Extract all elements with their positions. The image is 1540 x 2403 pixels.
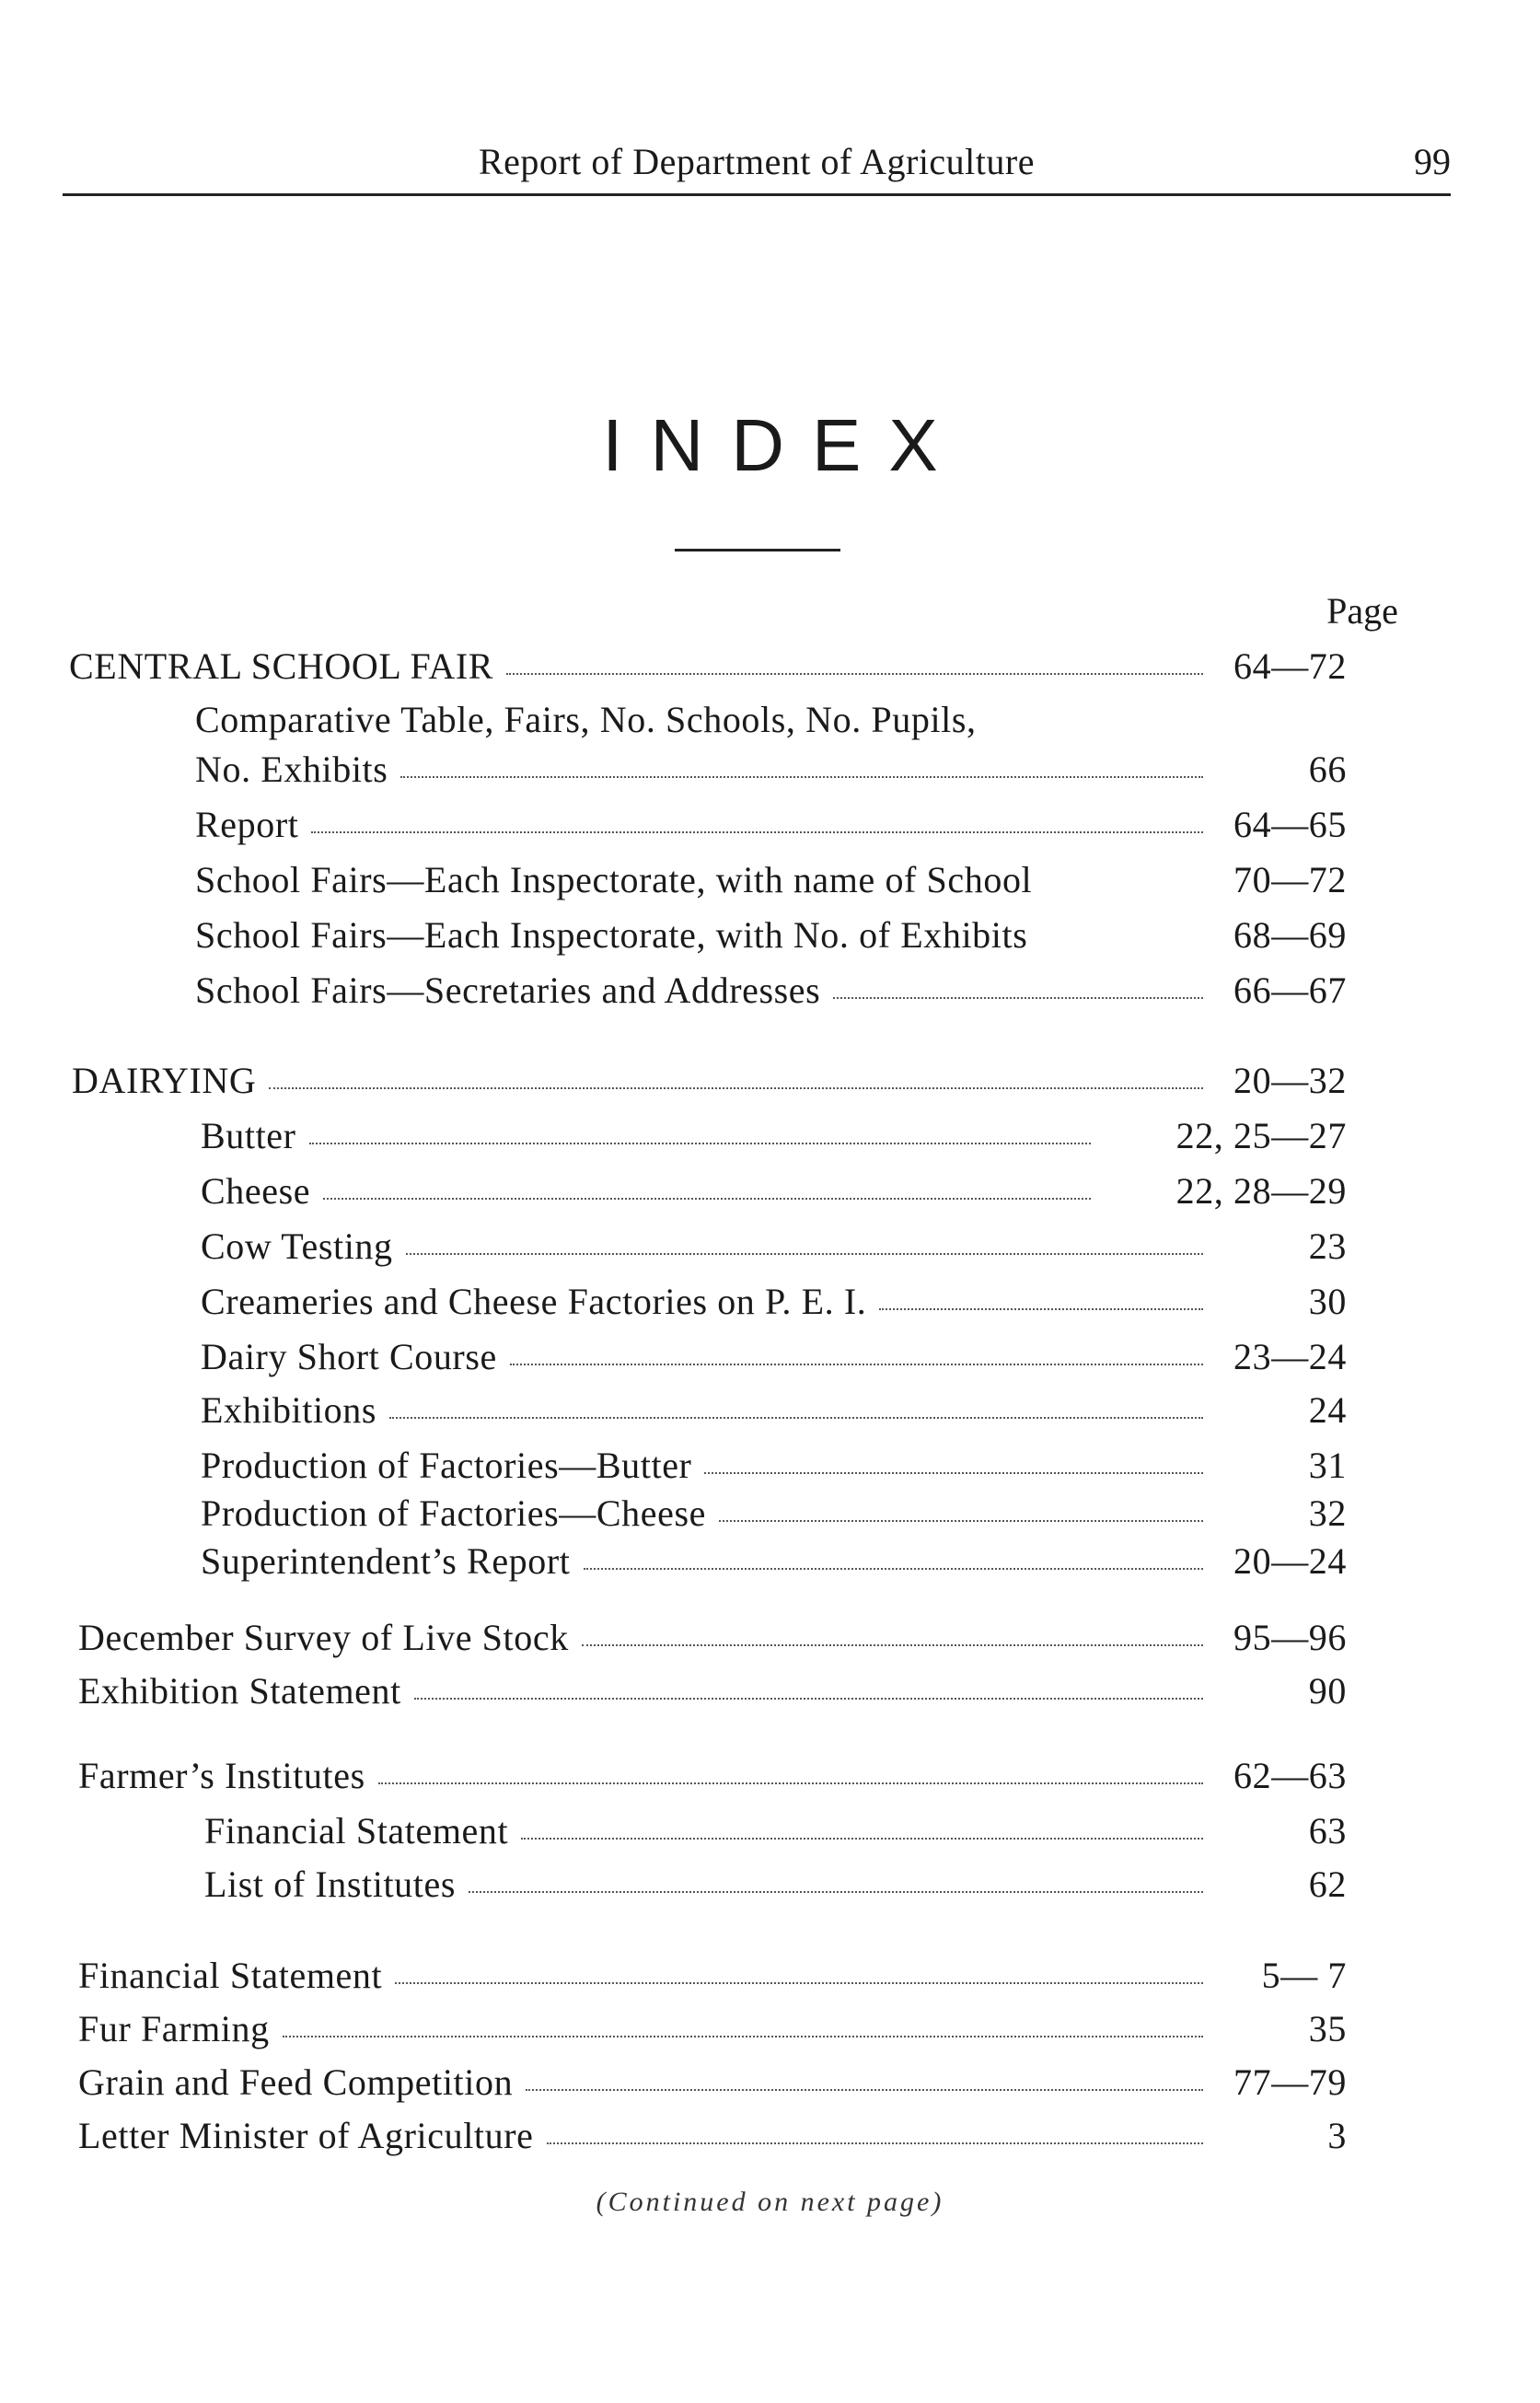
index-entry-creameries [201, 1280, 1347, 1326]
index-entry-fur-farming [78, 2007, 1347, 2053]
dot-leader [584, 1568, 1203, 1570]
page-number: 99 [1414, 141, 1451, 182]
entry-label: Financial Statement [78, 1955, 383, 1996]
entry-page: 63 [1308, 1810, 1347, 1852]
index-entry-list-of-institutes [204, 1863, 1347, 1909]
index-entry-letter-minister [78, 2114, 1347, 2160]
index-entry-grain-feed [78, 2061, 1347, 2107]
index-entry-cheese [201, 1169, 1347, 1215]
index-entry-comparative-table [195, 698, 1210, 744]
index-entry-school-fairs-secretaries [195, 969, 1347, 1015]
entry-page: 5— 7 [1261, 1955, 1347, 1996]
entry-page: 22, 25—27 [1175, 1115, 1347, 1156]
dot-leader [719, 1520, 1203, 1522]
entry-label: Exhibition Statement [78, 1670, 401, 1712]
entry-label: Exhibitions [201, 1389, 377, 1431]
dot-leader [833, 997, 1203, 999]
dot-leader [269, 1087, 1203, 1089]
entry-page: 31 [1308, 1445, 1347, 1486]
dot-leader [879, 1308, 1203, 1310]
dot-leader [510, 1364, 1203, 1365]
index-entry-cow-testing [201, 1225, 1347, 1271]
entry-label: Cheese [201, 1170, 311, 1212]
entry-page: 23—24 [1233, 1336, 1347, 1377]
dot-leader [406, 1253, 1203, 1255]
entry-label: School Fairs—Secretaries and Addresses [195, 969, 821, 1011]
dot-leader [704, 1472, 1203, 1474]
entry-label: Grain and Feed Competition [78, 2061, 514, 2103]
dot-leader [400, 776, 1203, 778]
index-entry-comparative-table-cont [195, 748, 1347, 794]
index-entry-report [195, 803, 1347, 849]
dot-leader [526, 2089, 1203, 2091]
running-head-title: Report of Department of Agriculture [479, 141, 1035, 182]
entry-label: Dairy Short Course [201, 1336, 497, 1377]
entry-label: Report [195, 804, 299, 845]
entry-page: 70—72 [1233, 859, 1347, 900]
entry-page: 24 [1308, 1389, 1347, 1431]
entry-page: 32 [1308, 1492, 1347, 1534]
dot-leader [547, 2142, 1203, 2144]
dot-leader [506, 673, 1203, 675]
entry-label: Production of Factories—Cheese [201, 1492, 706, 1534]
dot-leader [469, 1891, 1203, 1893]
entry-page: 66—67 [1233, 969, 1347, 1011]
entry-label: Financial Statement [204, 1810, 509, 1852]
entry-page: 64—72 [1233, 645, 1347, 687]
index-entry-production-cheese [201, 1492, 1347, 1538]
index-entry-december-survey [78, 1616, 1347, 1662]
entry-label: Farmer’s Institutes [78, 1755, 365, 1796]
entry-page: 3 [1327, 2115, 1347, 2156]
index-entry-dairying [72, 1059, 1347, 1105]
entry-page: 30 [1308, 1281, 1347, 1322]
entry-label: Letter Minister of Agriculture [78, 2115, 534, 2156]
entry-label: No. Exhibits [195, 749, 388, 790]
entry-page: 90 [1308, 1670, 1347, 1712]
page-column-label: Page [1326, 590, 1398, 632]
entry-page: 23 [1308, 1225, 1347, 1267]
dot-leader [309, 1143, 1091, 1144]
dot-leader [323, 1198, 1091, 1200]
entry-page: 62 [1308, 1863, 1347, 1905]
entry-page: 22, 28—29 [1175, 1170, 1347, 1212]
continued-note: (Continued on next page) [596, 2187, 944, 2217]
entry-label: List of Institutes [204, 1863, 457, 1905]
entry-page: 77—79 [1233, 2061, 1347, 2103]
dot-leader [521, 1838, 1203, 1840]
entry-page: 64—65 [1233, 804, 1347, 845]
index-entry-superintendents-report [201, 1539, 1347, 1585]
index-entry-butter [201, 1114, 1347, 1160]
entry-label: School Fairs—Each Inspectorate, with name of School [195, 859, 1033, 900]
entry-label: Fur Farming [78, 2008, 270, 2049]
index-entry-fi-financial-statement [204, 1809, 1347, 1855]
entry-label: Comparative Table, Fairs, No. Schools, No. Pupils, [195, 699, 977, 740]
entry-page: 20—32 [1233, 1060, 1347, 1101]
index-entry-dairy-short-course [201, 1335, 1347, 1381]
index-entry-farmers-institutes [78, 1754, 1347, 1800]
entry-page: 95—96 [1233, 1617, 1347, 1658]
index-entry-exhibition-statement [78, 1669, 1347, 1715]
entry-label: Production of Factories—Butter [201, 1445, 692, 1486]
entry-page: 62—63 [1233, 1755, 1347, 1796]
index-entry-school-fairs-name [195, 858, 1347, 904]
index-entry-production-butter [201, 1444, 1347, 1490]
entry-label: Cow Testing [201, 1225, 393, 1267]
dot-leader [582, 1644, 1203, 1646]
entry-label: CENTRAL SCHOOL FAIR [69, 645, 494, 687]
index-entry-exhibitions [201, 1388, 1347, 1434]
entry-label: December Survey of Live Stock [78, 1617, 569, 1658]
dot-leader [311, 831, 1203, 833]
dot-leader [378, 1782, 1203, 1784]
dot-leader [395, 1982, 1203, 1984]
entry-label: School Fairs—Each Inspectorate, with No. of Exhibits [195, 914, 1028, 956]
entry-label: Butter [201, 1115, 296, 1156]
entry-page: 20—24 [1233, 1540, 1347, 1582]
index-entry-financial-statement [78, 1954, 1347, 2000]
entry-label: Superintendent’s Report [201, 1540, 571, 1582]
dot-leader [283, 2036, 1203, 2037]
entry-label: DAIRYING [72, 1060, 257, 1101]
index-entry-central-school-fair [69, 644, 1347, 691]
dot-leader [389, 1417, 1203, 1419]
index-entry-school-fairs-exhibits [195, 913, 1347, 959]
entry-page: 35 [1308, 2008, 1347, 2049]
entry-label: Creameries and Cheese Factories on P. E. I. [201, 1281, 867, 1322]
entry-page: 68—69 [1233, 914, 1347, 956]
dot-leader [414, 1698, 1203, 1700]
index-heading: INDEX [602, 404, 966, 486]
entry-page: 66 [1308, 749, 1347, 790]
